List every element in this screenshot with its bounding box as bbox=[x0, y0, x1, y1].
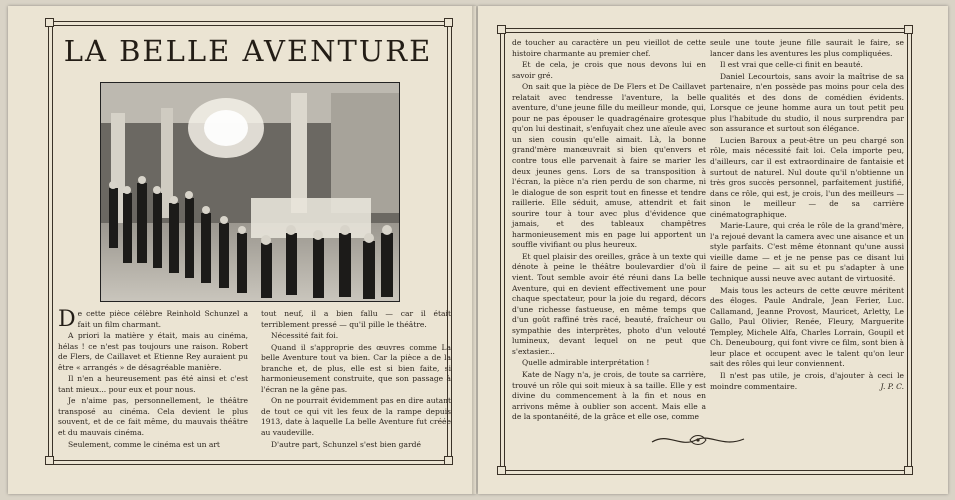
paragraph-text: Il est vrai que celle-ci finit en beauté. bbox=[720, 60, 863, 70]
paragraph-text: Daniel Lecourtois, sans avoir la maîtrise de sa partenaire, n'en possède pas moins pour cela des qualités et des dons de comédien évidents. Lorsque ce jeune homme aura un tout petit peu plus l'habitude du studio, il nous surprendra par son assurance et surtout son élégance. bbox=[710, 71, 904, 134]
border-corner bbox=[904, 25, 913, 34]
ornament-flourish-icon bbox=[650, 430, 746, 450]
paragraph bbox=[710, 72, 904, 135]
right-page bbox=[478, 6, 948, 494]
paragraph bbox=[261, 396, 451, 438]
paragraph bbox=[710, 136, 904, 220]
paragraph-text: Et quel plaisir des oreilles, grâce à un texte qui dénote à peine le théâtre boulevardier d'où il vient. Tout semble avoir été réuni dans La belle Aventure, qui en devient effectivement une pour chaque spectateur, pour la joie du regard, décors d'une richesse fastueuse, en même temps que d'un goût raffiné très racé, beauté, fraîcheur ou sympathie des interprètes, photo d'un velouté lumineux, devant lequel on ne peut que s'extasier... bbox=[512, 251, 706, 356]
paragraph bbox=[710, 38, 904, 59]
border-corner bbox=[904, 466, 913, 475]
paragraph-text: Et de cela, je crois que nous devons lui en savoir gré. bbox=[512, 60, 706, 80]
paragraph bbox=[58, 309, 248, 330]
paragraph-text: Seulement, comme le cinéma est un art bbox=[68, 439, 220, 449]
paragraph bbox=[512, 252, 706, 357]
border-corner bbox=[497, 466, 506, 475]
paragraph-text: On ne pourrait évidemment pas en dire autant de tout ce qui vit les feux de la rampe depuis 1913, date à laquelle La belle Aventure fut créée au vaudeville. bbox=[261, 396, 451, 438]
paragraph bbox=[512, 82, 706, 251]
text-column-right-2 bbox=[710, 38, 904, 393]
paragraph bbox=[58, 374, 248, 395]
paragraph bbox=[512, 370, 706, 423]
paragraph bbox=[710, 286, 904, 370]
paragraph bbox=[261, 331, 451, 342]
paragraph-text: Marie-Laure, qui créa le rôle de la grand'mère, l'a rejoué devant la camera avec une aisance et un style parfaits. C'est même étonnant qu'une aussi vieille dame — et je ne pense pas ce disant lui faire de peine — ait su et pu s'adapter à une technique aussi neuve avec autant de virtuosité. bbox=[710, 221, 904, 284]
paragraph bbox=[512, 38, 706, 59]
paragraph bbox=[512, 60, 706, 81]
paragraph-text: Quelle admirable interprétation ! bbox=[522, 358, 650, 368]
paragraph bbox=[512, 358, 706, 369]
paragraph-text: de toucher au caractère un peu vieillot de cette histoire charmante au premier chef. bbox=[512, 38, 706, 58]
border-corner bbox=[444, 18, 453, 27]
paragraph bbox=[261, 309, 451, 330]
text-column-right-1 bbox=[512, 38, 706, 424]
paragraph-text: Il n'en a heureusement pas été ainsi et c'est tant mieux... pour eux et pour nous. bbox=[58, 374, 248, 394]
paragraph bbox=[261, 343, 451, 396]
paragraph bbox=[710, 221, 904, 284]
paragraph bbox=[261, 440, 451, 451]
ballroom-chandelier-photo bbox=[100, 82, 400, 302]
border-corner bbox=[45, 456, 54, 465]
signature: J. P. C. bbox=[880, 381, 904, 391]
paragraph-text: D'autre part, Schunzel s'est bien gardé bbox=[271, 439, 421, 449]
drop-cap: D bbox=[58, 307, 76, 332]
paragraph bbox=[58, 440, 248, 451]
paragraph-text: Nécessité fait foi. bbox=[271, 331, 339, 341]
paragraph-text: On sait que la pièce de De Flers et De Caillavet relatait avec tendresse l'aventure, la belle aventure, d'une jeune fille du meilleur monde, qui, pour ne pas épouser le quadragénaire grotesque qu'on lui destinait, s'enfuyait chez une aïeule avec un sien cousin qu'elle aimait. Là, la bonne grand'mère manœuvrait si bien qu'envers et contre tous elle parvenait à faire se marier les deux jeunes gens. Lors de sa transposition à l'écran, la pièce n'a rien perdu de son charme, ni le dialogue de son esprit tout en finesse et tendre raillerie. Elle séduit, amuse, attendrit et fait sourire tour à tour avec plus d'évidence que jamais, et des tableaux champêtres harmonieusement mis en page lui apportent un souffle vivifiant ou plus heureux. bbox=[512, 82, 706, 250]
paragraph-text: Mais tous les acteurs de cette œuvre méritent des éloges. Paule Andrale, Jean Ferier, Luc. Callamand, Jeanne Provost, Mauricet, Arletty, Le Gallo, Paul Olivier, Renée, Fleury, Marguerite Templey, Michele Alfa, Charles Lorrain, Goupil et Ch. Deneubourg, qui font vivre ce film, sont bien à leur place et occupent avec le talent qu'on leur sait des rôles qui leur conviennent. bbox=[710, 285, 904, 369]
text-column-left-2 bbox=[261, 309, 451, 451]
paragraph-text: seule une toute jeune fille saurait le faire, se lancer dans les aventures les plus compliquées. bbox=[710, 38, 904, 58]
paragraph bbox=[58, 331, 248, 373]
paragraph-text: Quand il s'approprie des œuvres comme La belle Aventure tout va bien. Car la pièce a de la branche et, de plus, elle est si bien faite, si harmonieusement construite, que son passage à l'écran ne la gêne pas. bbox=[261, 342, 451, 394]
photo-illustration bbox=[101, 83, 399, 301]
text-column-left-1 bbox=[58, 309, 248, 451]
paragraph bbox=[58, 396, 248, 438]
border-corner bbox=[497, 25, 506, 34]
page-title: LA BELLE AVENTURE bbox=[63, 34, 433, 68]
paragraph bbox=[710, 60, 904, 71]
paragraph-text: e cette pièce célèbre Reinhold Schunzel a fait un film charmant. bbox=[77, 309, 248, 329]
left-page bbox=[8, 6, 476, 494]
paragraph-text: Je n'aime pas, personnellement, le théâtre transposé au cinéma. Cela devient le plus souvent, et de ce fait même, du mauvais théâtre et du mauvais cinéma. bbox=[58, 396, 248, 438]
paragraph-text: tout neuf, il a bien fallu — car il était terriblement pressé — qu'il pille le théâtre. bbox=[261, 309, 451, 329]
paragraph-text: A priori la matière y était, mais au cinéma, hélas ! ce n'est pas toujours une raison. Robert de Flers, de Caillavet et Etienne Rey auraient pu être « arrangés » de désagréable manière. bbox=[58, 331, 248, 372]
paragraph bbox=[710, 371, 904, 392]
paragraph-text: Lucien Baroux a peut-être un peu chargé son rôle, mais nécessité fait loi. Cela importe peu, d'ailleurs, car il est extraordinaire de fantaisie et surtout de naturel. Nul doute qu'il n'obtienne un très gros succès personnel, parfaitement justifié, dans ce rôle, qui est, je crois, l'un des meilleurs — sinon le meilleur — de sa carrière cinématographique. bbox=[710, 135, 904, 219]
paragraph-text: Il n'est pas utile, je crois, d'ajouter à ceci le moindre commentaire. bbox=[710, 370, 904, 391]
border-corner bbox=[45, 18, 54, 27]
border-corner bbox=[444, 456, 453, 465]
paragraph-text: Kate de Nagy n'a, je crois, de toute sa carrière, trouvé un rôle qui soit mieux à sa taille. Elle y est divine du commencement à la fin et nous en arrivons même à oublier son accent. Mais elle a de la spontanéité, de la grâce et elle ose, comme bbox=[512, 369, 706, 422]
